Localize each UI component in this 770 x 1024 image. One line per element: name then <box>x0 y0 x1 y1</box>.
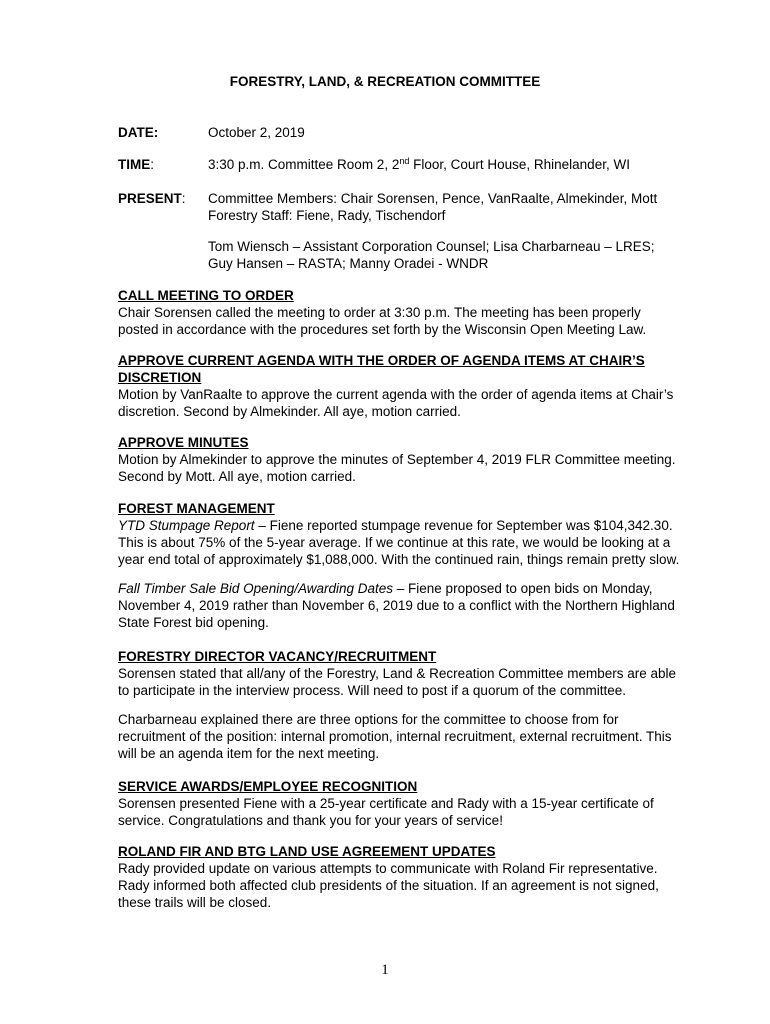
page-number: 1 <box>381 962 389 978</box>
present-label-colon: : <box>181 191 186 206</box>
roland-line-1: Rady provided update on various attempts to communicate with Roland Fir representative. <box>118 861 658 876</box>
section-roland-fir <box>118 843 698 911</box>
section-approve-minutes <box>118 434 698 485</box>
awards-heading: SERVICE AWARDS/EMPLOYEE RECOGNITION <box>118 779 418 794</box>
call-line-1: Chair Sorensen called the meeting to order at 3:30 p.m. The meeting has been properly <box>118 305 641 320</box>
forest-p2-line-1 <box>118 580 698 597</box>
section-approve-agenda <box>118 352 698 420</box>
forest-p1-line-3: year end total of approximately $1,088,000. With the continued rain, things remain pretty slow. <box>118 552 680 567</box>
forest-heading: FOREST MANAGEMENT <box>118 501 275 516</box>
director-p1-line-1: Sorensen stated that all/any of the Forestry, Land & Recreation Committee members are able <box>118 666 677 681</box>
call-heading: CALL MEETING TO ORDER <box>118 288 294 303</box>
minutes-heading: APPROVE MINUTES <box>118 435 249 450</box>
time-value <box>208 156 630 173</box>
present-label <box>118 190 186 207</box>
time-value-post: Floor, Court House, Rhinelander, WI <box>409 157 630 172</box>
time-value-pre: 3:30 p.m. Committee Room 2, 2 <box>208 157 400 172</box>
forest-p1-line-1-text: – Fiene reported stumpage revenue for September was $104,342.30. <box>254 518 673 533</box>
date-label: DATE: <box>118 125 159 140</box>
document-title: FORESTRY, LAND, & RECREATION COMMITTEE <box>229 74 541 89</box>
agenda-heading-1: APPROVE CURRENT AGENDA WITH THE ORDER OF AGENDA ITEMS AT CHAIR’S <box>118 353 645 368</box>
section-forest-management <box>118 500 698 631</box>
director-p1-line-2: to participate in the interview process. Will need to post if a quorum of the committee. <box>118 683 626 698</box>
roland-line-2: Rady informed both affected club presidents of the situation. If an agreement is not signed, <box>118 878 659 893</box>
present-line-3: Tom Wiensch – Assistant Corporation Counsel; Lisa Charbarneau – LRES; <box>208 239 655 254</box>
time-label-text: TIME <box>118 157 151 172</box>
time-label-colon: : <box>150 157 155 172</box>
director-p2-line-1: Charbarneau explained there are three options for the committee to choose from for <box>118 712 619 727</box>
roland-heading: ROLAND FIR AND BTG LAND USE AGREEMENT UPDATES <box>118 844 496 859</box>
forest-p2-line-2: November 4, 2019 rather than November 6, 2019 due to a conflict with the Northern Highland <box>118 598 675 613</box>
awards-line-2: service. Congratulations and thank you for your years of service! <box>118 813 503 828</box>
timber-sale-title: Fall Timber Sale Bid Opening/Awarding Dates <box>118 581 394 596</box>
call-line-2: posted in accordance with the procedures set forth by the Wisconsin Open Meeting Law. <box>118 322 647 337</box>
minutes-line-1: Motion by Almekinder to approve the minutes of September 4, 2019 FLR Committee meeting. <box>118 452 676 467</box>
forest-p1-line-2: This is about 75% of the 5-year average. If we continue at this rate, we would be looking at a <box>118 535 671 550</box>
director-heading: FORESTRY DIRECTOR VACANCY/RECRUITMENT <box>118 649 437 664</box>
forest-p2-line-1-text: – Fiene proposed to open bids on Monday, <box>393 581 653 596</box>
director-p2-line-3: will be an agenda item for the next meeting. <box>118 746 380 761</box>
time-label <box>118 156 154 173</box>
present-line-2: Forestry Staff: Fiene, Rady, Tischendorf <box>208 208 446 223</box>
awards-line-1: Sorensen presented Fiene with a 25-year certificate and Rady with a 15-year certificate of <box>118 796 654 811</box>
stumpage-report-title: YTD Stumpage Report <box>118 518 255 533</box>
present-value <box>208 190 657 272</box>
date-value: October 2, 2019 <box>208 125 305 140</box>
time-value-sup: nd <box>399 156 410 166</box>
section-service-awards <box>118 778 698 829</box>
agenda-line-1: Motion by VanRaalte to approve the current agenda with the order of agenda items at Chair’s <box>118 387 674 402</box>
roland-line-3: these trails will be closed. <box>118 895 272 910</box>
present-line-1: Committee Members: Chair Sorensen, Pence, VanRaalte, Almekinder, Mott <box>208 191 658 206</box>
section-call-to-order <box>118 287 698 338</box>
forest-p2-line-3: State Forest bid opening. <box>118 615 269 630</box>
present-line-4: Guy Hansen – RASTA; Manny Oradei - WNDR <box>208 256 489 271</box>
present-label-text: PRESENT <box>118 191 182 206</box>
minutes-line-2: Second by Mott. All aye, motion carried. <box>118 469 356 484</box>
agenda-line-2: discretion. Second by Almekinder. All aye, motion carried. <box>118 404 461 419</box>
director-p2-line-2: recruitment of the position: internal promotion, internal recruitment, external recruitment. This <box>118 729 672 744</box>
forest-p1-line-1 <box>118 517 698 534</box>
agenda-heading-2: DISCRETION <box>118 370 202 385</box>
section-forestry-director <box>118 648 698 762</box>
